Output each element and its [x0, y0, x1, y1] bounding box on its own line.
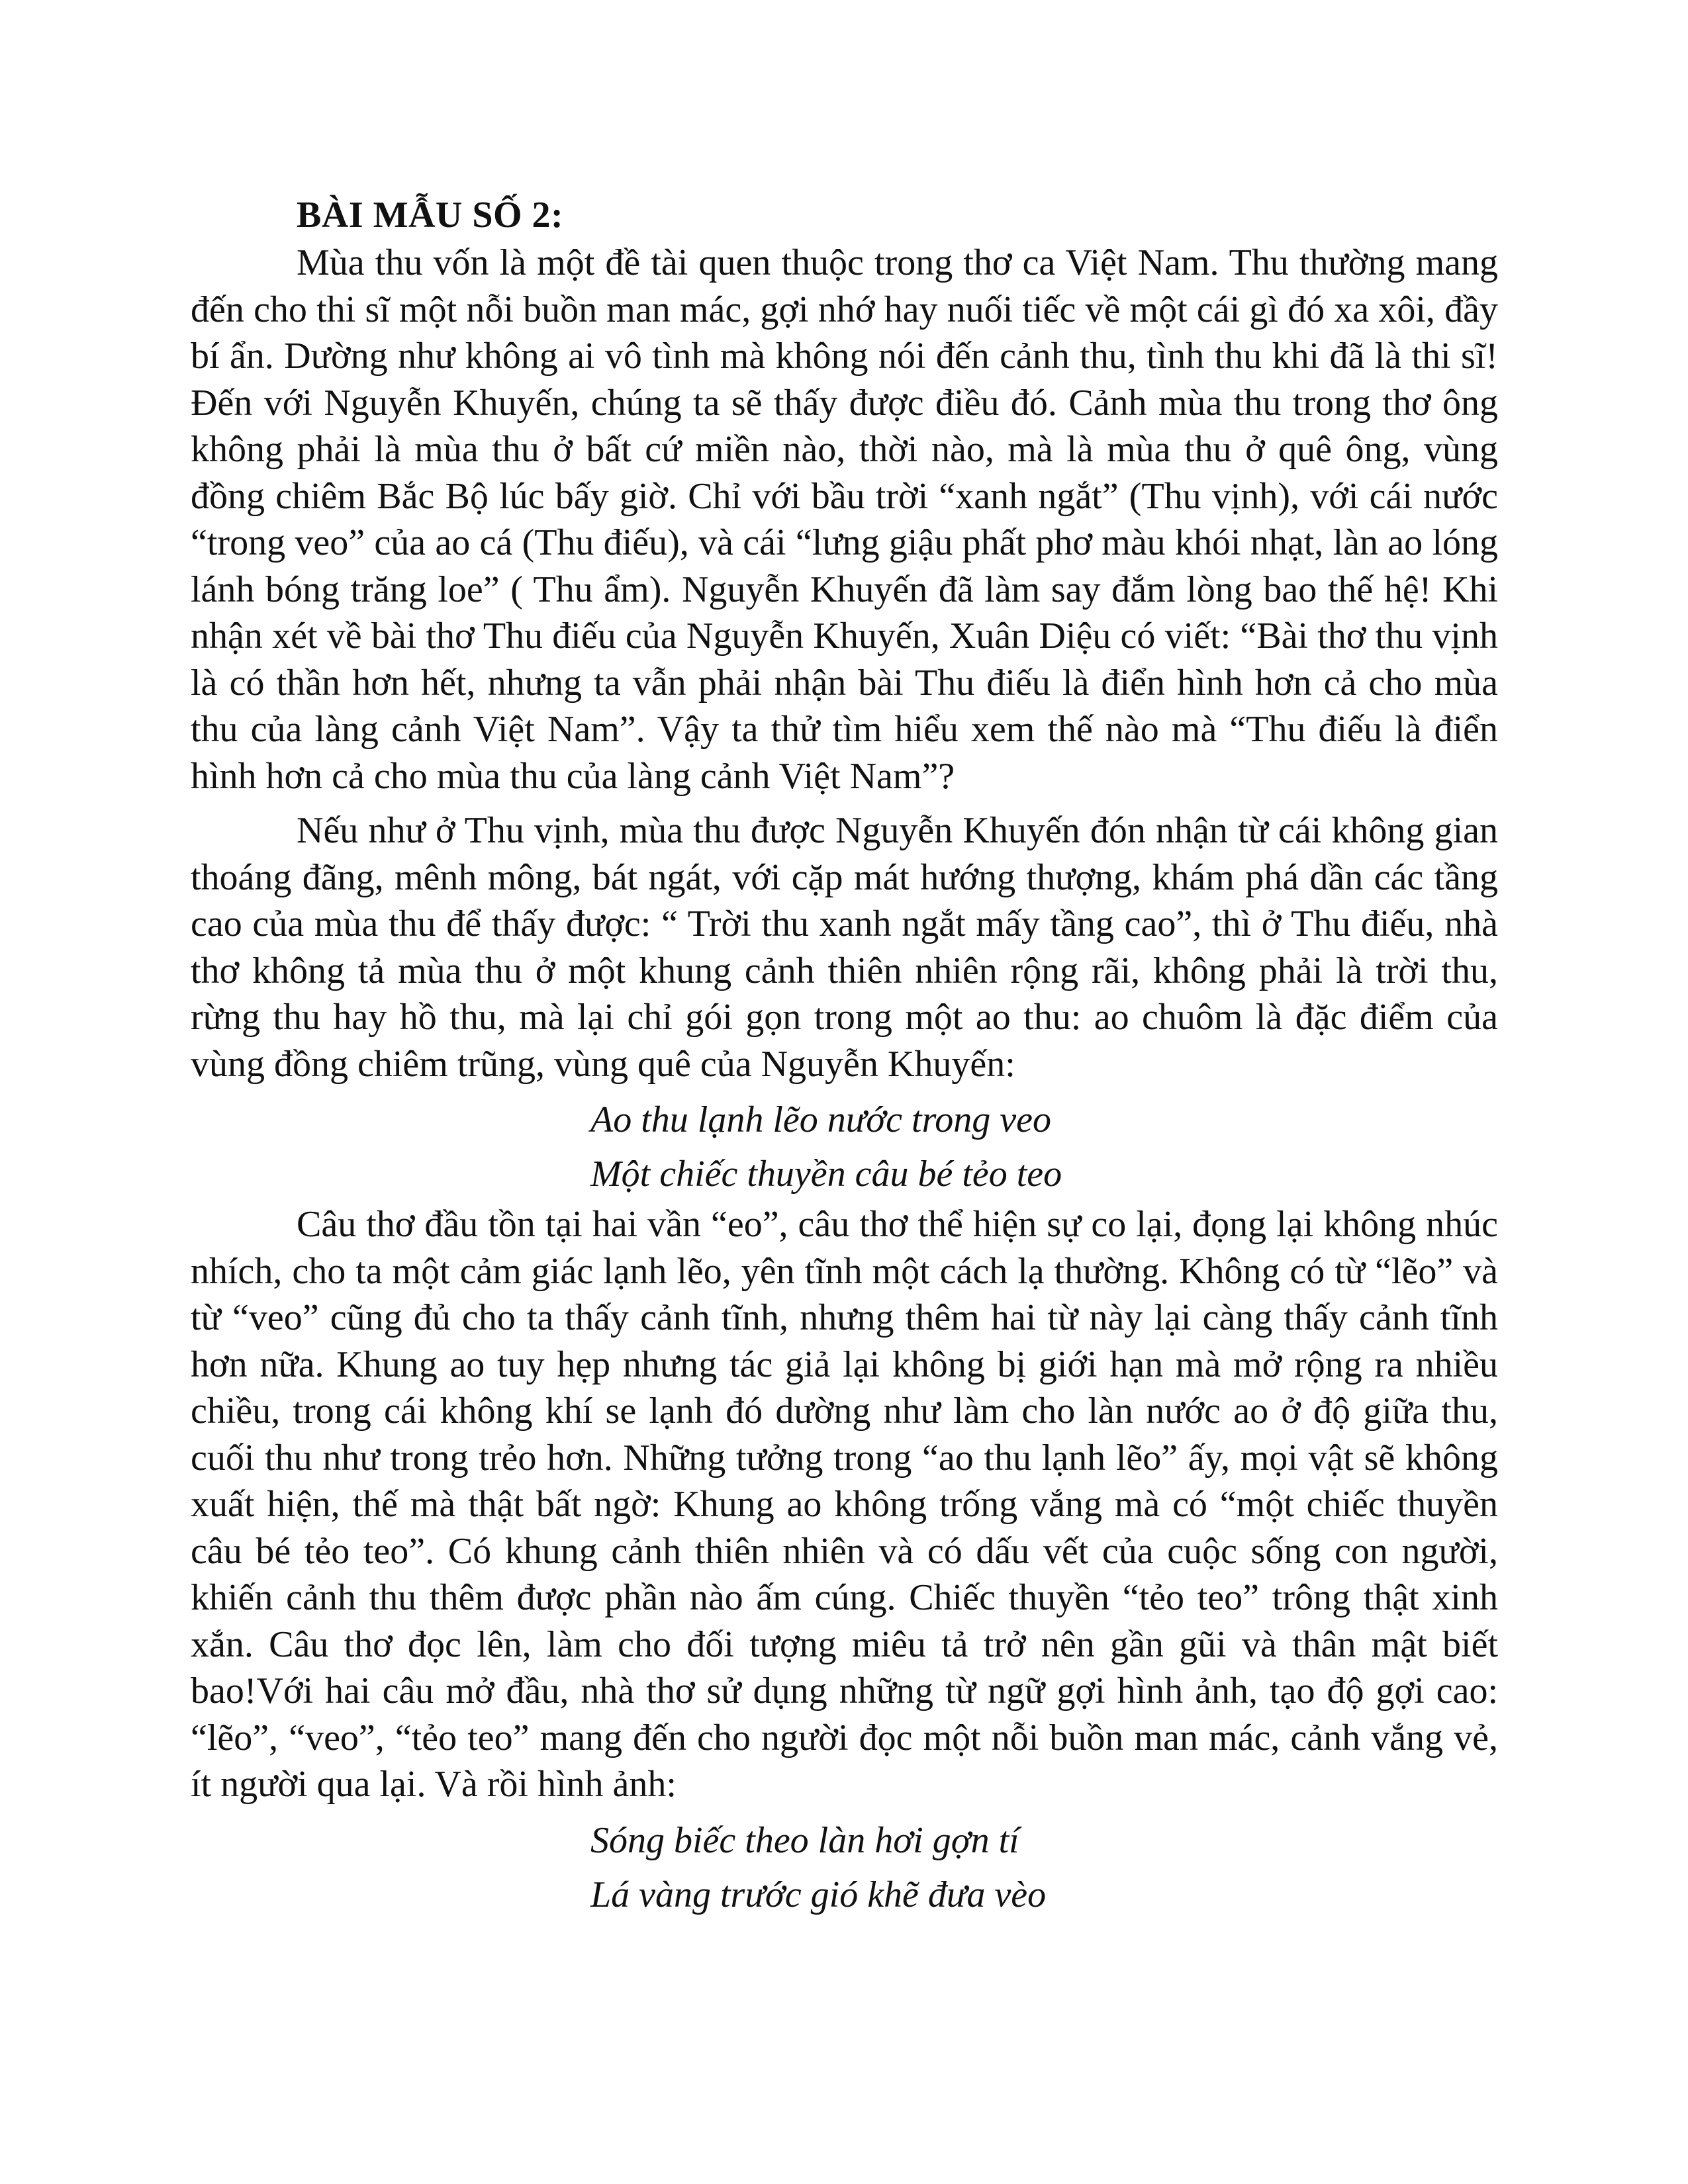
section-heading: BÀI MẪU SỐ 2: [297, 195, 564, 236]
poem-excerpt-2 [191, 1813, 1498, 1922]
poem-line: Sóng biếc theo làn hơi gợn tí [590, 1819, 1019, 1861]
paragraph-intro: Mùa thu vốn là một đề tài quen thuộc trong thơ ca Việt Nam. Thu thường mang đến cho thi sĩ một nỗi buồn man mác, gợi nhớ hay nuối tiếc về một cái gì đó xa xôi, đầy bí ẩn. Dường như không ai vô tình mà không nói đến cảnh thu, tình thu khi đã là thi sĩ! Đến với Nguyễn Khuyến, chúng ta sẽ thấy được điều đó. Cảnh mùa thu trong thơ ông không phải là mùa thu ở bất cứ miền nào, thời nào, mà là mùa thu ở quê ông, vùng đồng chiêm Bắc Bộ lúc bấy giờ. Chỉ với bầu trời “xanh ngắt” (Thu vịnh), với cái nước “trong veo” của ao cá (Thu điếu), và cái “lưng giậu phất phơ màu khói nhạt, làn ao lóng lánh bóng trăng loe” ( Thu ẩm). Nguyễn Khuyến đã làm say đắm lòng bao thế hệ! Khi nhận xét về bài thơ Thu điếu của Nguyễn Khuyến, Xuân Diệu có viết: “Bài thơ thu vịnh là có thần hơn hết, nhưng ta vẫn phải nhận bài Thu điếu là điển hình hơn cả cho mùa thu của làng cảnh Việt Nam”. Vậy ta thử tìm hiểu xem thế nào mà “Thu điếu là điển hình hơn cả cho mùa thu của làng cảnh Việt Nam”? [191, 242, 1498, 797]
poem-line: Lá vàng trước gió khẽ đưa vèo [590, 1874, 1047, 1915]
poem-excerpt-1 [191, 1093, 1498, 1201]
paragraph-analysis: Câu thơ đầu tồn tại hai vần “eo”, câu thơ thể hiện sự co lại, đọng lại không nhúc nhích, cho ta một cảm giác lạnh lẽo, yên tĩnh một cách lạ thường. Không có từ “lẽo” và từ “veo” cũng đủ cho ta thấy cảnh tĩnh, nhưng thêm hai từ này lại càng thấy cảnh tĩnh hơn nữa. Khung ao tuy hẹp nhưng tác giả lại không bị giới hạn mà mở rộng ra nhiều chiều, trong cái không khí se lạnh đó dường như làm cho làn nước ao ở độ giữa thu, cuối thu như trong trẻo hơn. Những tưởng trong “ao thu lạnh lẽo” ấy, mọi vật sẽ không xuất hiện, thế mà thật bất ngờ: Khung ao không trống vắng mà có “một chiếc thuyền câu bé tẻo teo”. Có khung cảnh thiên nhiên và có dấu vết của cuộc sống con người, khiến cảnh thu thêm được phần nào ấm cúng. Chiếc thuyền “tẻo teo” trông thật xinh xắn. Câu thơ đọc lên, làm cho đối tượng miêu tả trở nên gần gũi và thân mật biết bao!Với hai câu mở đầu, nhà thơ sử dụng những từ ngữ gợi hình ảnh, tạo độ gợi cao: “lẽo”, “veo”, “tẻo teo” mang đến cho người đọc một nỗi buồn man mác, cảnh vắng vẻ, ít người qua lại. Và rồi hình ảnh: [191, 1204, 1498, 1805]
poem-line: Ao thu lạnh lẽo nước trong veo [590, 1099, 1052, 1140]
poem-line: Một chiếc thuyền câu bé tẻo teo [590, 1154, 1062, 1195]
paragraph-thu-vinh-comparison: Nếu như ở Thu vịnh, mùa thu được Nguyễn Khuyến đón nhận từ cái không gian thoáng đãng, mênh mông, bát ngát, với cặp mát hướng thượng, khám phá dần các tầng cao của mùa thu để thấy được: “ Trời thu xanh ngắt mấy tầng cao”, thì ở Thu điếu, nhà thơ không tả mùa thu ở một khung cảnh thiên nhiên rộng rãi, không phải là trời thu, rừng thu hay hồ thu, mà lại chỉ gói gọn trong một ao thu: ao chuôm là đặc điểm của vùng đồng chiêm trũng, vùng quê của Nguyễn Khuyến: [191, 810, 1498, 1085]
document-page [191, 192, 1498, 1922]
